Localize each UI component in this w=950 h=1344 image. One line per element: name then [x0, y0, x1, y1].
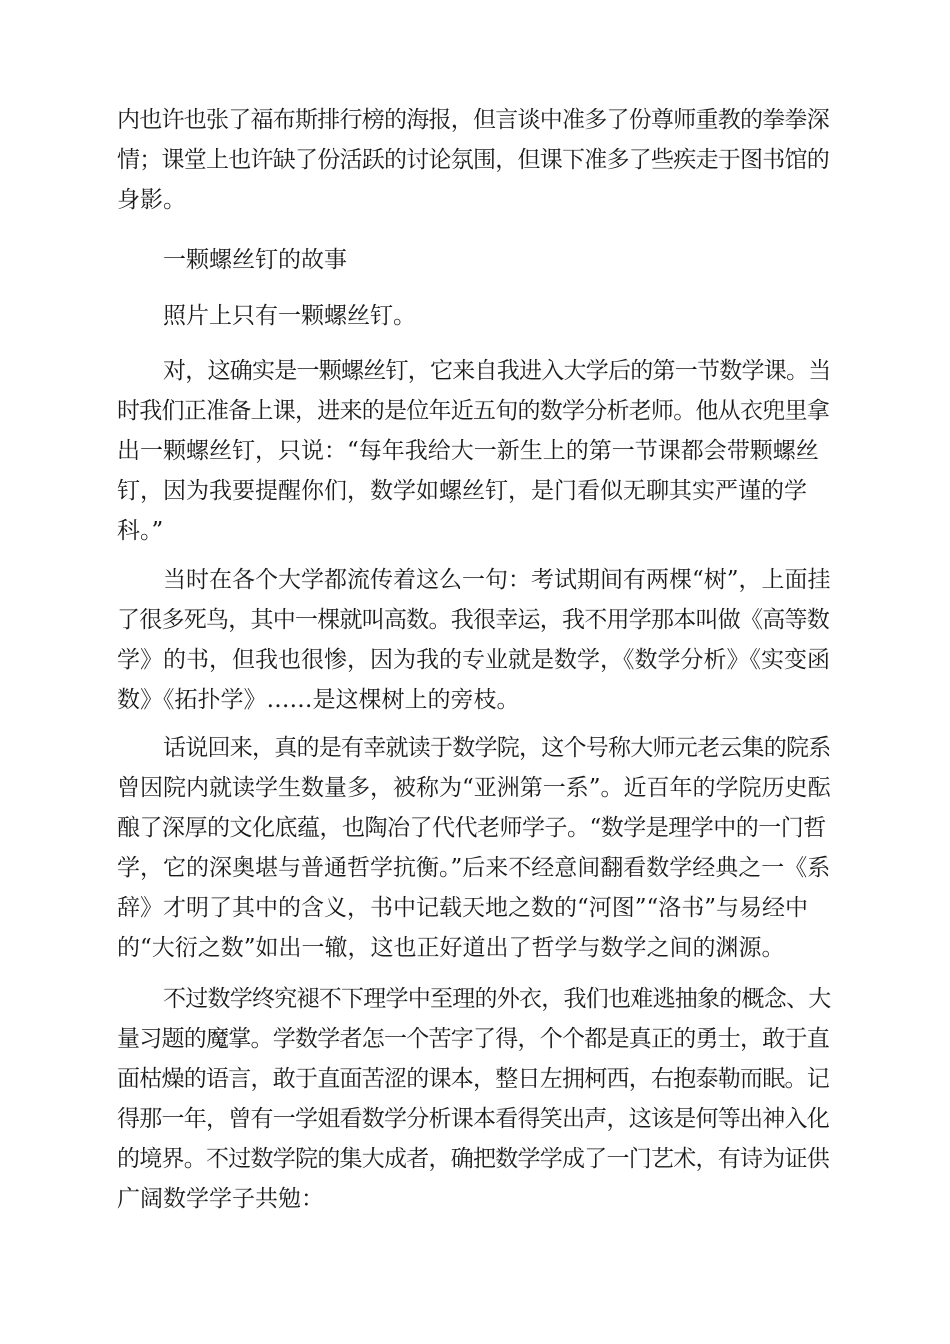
text-line: 数》《拓扑学》……是这棵树上的旁枝。: [117, 687, 520, 713]
text-line: 辞》才明了其中的含义，书中记载天地之数的“河图”“洛书”与易经中: [117, 895, 809, 921]
text-line: 了很多死鸟，其中一棵就叫高数。我很幸运，我不用学那本叫做《高等数: [117, 607, 829, 633]
paragraph-trees: [117, 560, 833, 720]
text-line: 酿了深厚的文化底蕴，也陶冶了代代老师学子。“数学是理学中的一门哲: [117, 815, 826, 841]
section-heading: [117, 240, 833, 280]
text-line: 面枯燥的语言，敢于直面苦涩的课本，整日左拥柯西，右抱泰勒而眠。记: [117, 1066, 829, 1092]
paragraph-intro-continuation: [117, 100, 833, 220]
text-line: 出一颗螺丝钉，只说：“每年我给大一新生上的第一节课都会带颗螺丝: [117, 438, 819, 464]
text-line: 的“大衍之数”如出一辙，这也正好道出了哲学与数学之间的渊源。: [117, 935, 785, 961]
text-line: 学，它的深奥堪与普通哲学抗衡。”后来不经意间翻看数学经典之一《系: [117, 855, 831, 881]
text-line: 学》的书，但我也很惨，因为我的专业就是数学，《数学分析》《实变函: [117, 647, 830, 673]
paragraph-photo: [117, 296, 833, 336]
text-line: 照片上只有一颗螺丝钉。: [163, 303, 416, 329]
text-line: 科。”: [117, 518, 164, 544]
paragraph-screw-story: [117, 351, 833, 551]
text-line: 量习题的魔掌。学数学者怎一个苦字了得，个个都是真正的勇士，敢于直: [117, 1026, 829, 1052]
text-line: 身影。: [117, 187, 186, 213]
text-line: 得那一年，曾有一学姐看数学分析课本看得笑出声，这该是何等出神入化: [117, 1106, 829, 1132]
paragraph-hardship: [117, 979, 833, 1219]
text-line: 当时在各个大学都流传着这么一句：考试期间有两棵“树”，上面挂: [163, 567, 831, 593]
text-line: 钉，因为我要提醒你们，数学如螺丝钉，是门看似无聊其实严谨的学: [117, 478, 807, 504]
text-line: 广阔数学学子共勉：: [117, 1186, 324, 1212]
text-line: 话说回来，真的是有幸就读于数学院，这个号称大师元老云集的院系: [163, 735, 831, 761]
paragraph-math-school: [117, 728, 833, 968]
text-line: 对，这确实是一颗螺丝钉，它来自我进入大学后的第一节数学课。当: [163, 358, 831, 384]
text-line: 不过数学终究褪不下理学中至理的外衣，我们也难逃抽象的概念、大: [163, 986, 831, 1012]
text-line: 一颗螺丝钉的故事: [163, 247, 347, 273]
text-line: 曾因院内就读学生数量多，被称为“亚洲第一系”。近百年的学院历史酝: [117, 775, 831, 801]
text-line: 时我们正准备上课，进来的是位年近五旬的数学分析老师。他从衣兜里拿: [117, 398, 829, 424]
text-line: 的境界。不过数学院的集大成者，确把数学学成了一门艺术，有诗为证供: [117, 1146, 829, 1172]
text-line: 情；课堂上也许缺了份活跃的讨论氛围，但课下准多了些疾走于图书馆的: [117, 147, 829, 173]
text-line: 内也许也张了福布斯排行榜的海报，但言谈中准多了份尊师重教的拳拳深: [117, 107, 829, 133]
